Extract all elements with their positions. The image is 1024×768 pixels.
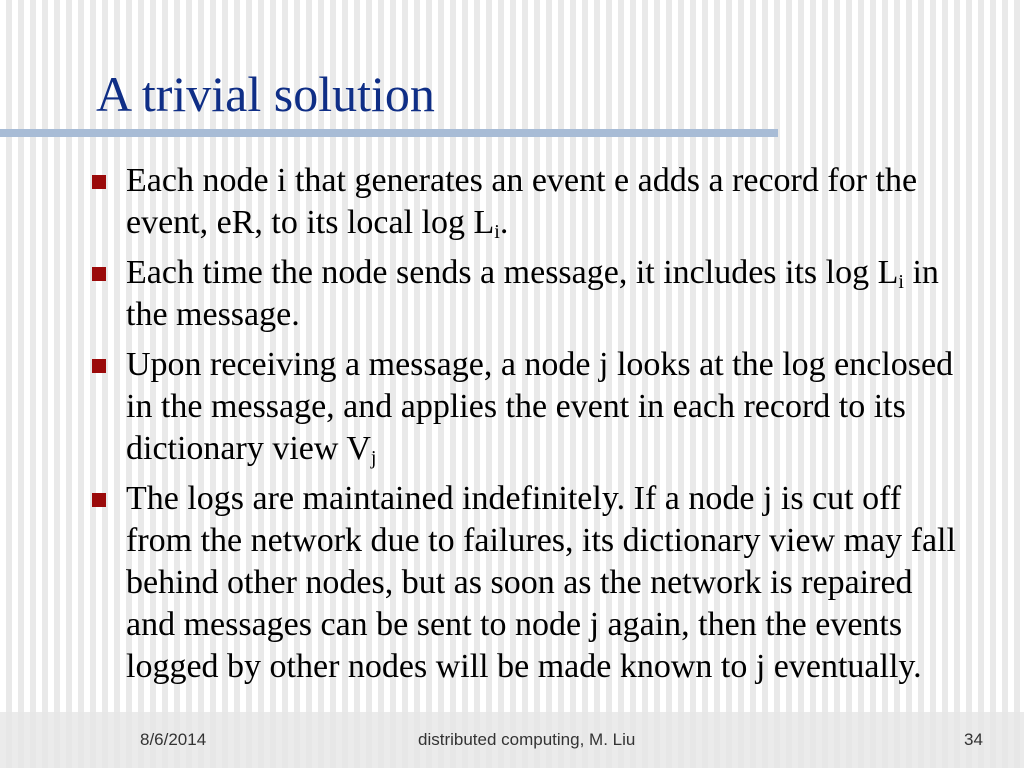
bullet-text: Each node i that generates an event e adds a record for the event, eR, to its local $\log L_i$. <box>126 162 918 243</box>
subscript: i <box>494 221 500 243</box>
bullet-text: Each time the node sends a message, it includes its $\log L_i$ in the message. <box>126 254 939 333</box>
footer-title: distributed computing, M. Liu <box>418 730 636 749</box>
square-bullet-icon <box>92 267 106 281</box>
subscript: j <box>370 447 377 469</box>
bullet-text: The logs are maintained indefinitely. If a node j is cut off from the network due to failures, its dictionary view may fall behind other nodes, but as soon as the network is repaired and messages can be sent to node j again, then the events logged by other nodes will be made known to j eventually. <box>126 480 956 685</box>
subscript: i <box>898 271 904 293</box>
title-underline <box>0 129 778 137</box>
bullet-list <box>90 160 970 696</box>
square-bullet-icon <box>92 493 106 507</box>
bullet-item <box>90 478 970 688</box>
square-bullet-icon <box>92 359 106 373</box>
footer-date: 8/6/2014 <box>140 730 207 749</box>
bullet-item <box>90 160 970 244</box>
bullet-text: Upon receiving a message, a node j looks at the log enclosed in the message, and applies the event in each record to its dictionary view $V_j$ <box>126 346 954 469</box>
square-bullet-icon <box>92 175 106 189</box>
bullet-item <box>90 344 970 470</box>
slide-title: A trivial solution <box>96 66 435 122</box>
bullet-item <box>90 252 970 336</box>
page-number: 34 <box>964 730 983 749</box>
